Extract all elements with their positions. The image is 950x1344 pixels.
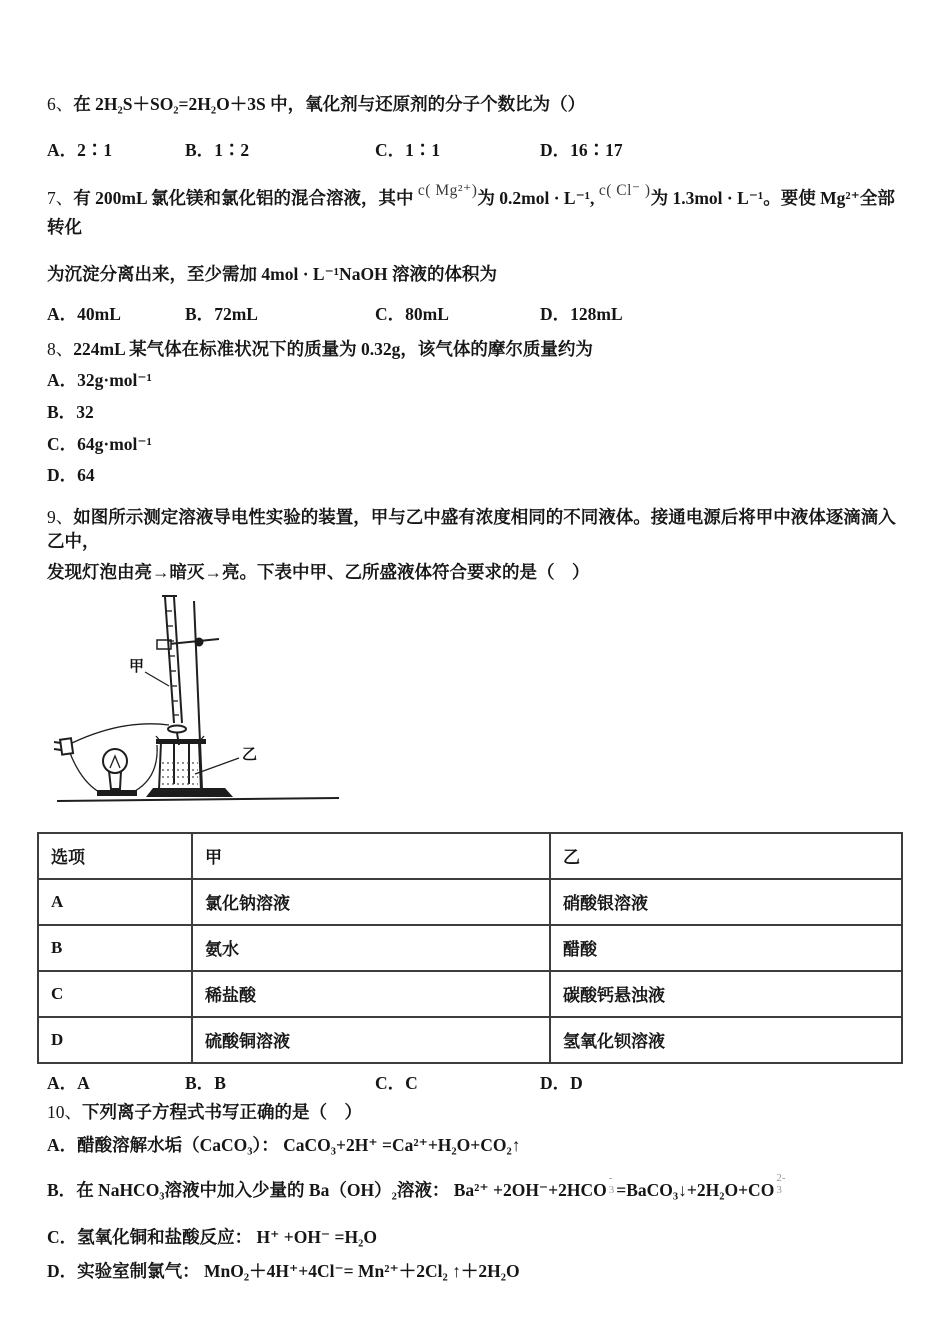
option-b xyxy=(185,137,375,162)
option-b-text: B xyxy=(214,1072,226,1093)
question-9-line1 xyxy=(47,506,903,553)
option-b xyxy=(185,1070,375,1095)
option-b xyxy=(47,1172,903,1204)
beaker xyxy=(159,742,201,790)
question-7-seg3: 为 1.3mol · L⁻¹。要使 Mg²⁺全部转化 xyxy=(47,187,895,238)
option-b-text: 1∶2 xyxy=(214,139,250,160)
plug-prong-top xyxy=(54,742,61,743)
option-a xyxy=(47,369,903,393)
option-c-label: C． xyxy=(47,433,78,454)
question-9-options xyxy=(47,1070,903,1095)
option-a-text: 醋酸溶解水垢（CaCO₃）： CaCO₃+2H⁺ =Ca²⁺+H₂O+CO₂↑ xyxy=(77,1135,521,1156)
option-a-text: 40mL xyxy=(77,303,121,324)
option-b-text: 72mL xyxy=(214,303,258,324)
table-row xyxy=(38,971,902,1017)
co3-ion-stack xyxy=(776,1173,785,1196)
ion-superscript: 2- xyxy=(776,1172,786,1185)
option-d-text: 16∶17 xyxy=(570,139,623,160)
option-c-label: C． xyxy=(375,1072,406,1093)
option-c-text: 氢氧化铜和盐酸反应： H⁺ +OH⁻ =H₂O xyxy=(77,1227,377,1247)
option-c xyxy=(47,433,903,457)
option-d-label: D． xyxy=(47,465,78,486)
row-b-jia: 氨水 xyxy=(192,925,550,971)
burette-right-wall xyxy=(174,597,182,723)
option-c-label: C． xyxy=(375,303,406,324)
table-header-row xyxy=(38,833,902,879)
option-d-text: 实验室制氯气： MnO₂＋4H⁺+4Cl⁻= Mn²⁺＋2Cl₂ ↑＋2H₂O xyxy=(77,1260,520,1281)
option-a xyxy=(47,137,185,162)
option-d-label: D． xyxy=(47,1260,78,1281)
option-a-text: 2∶1 xyxy=(77,139,113,160)
header-option: 选项 xyxy=(38,833,192,879)
option-a xyxy=(47,1134,903,1158)
bench-line xyxy=(57,798,339,801)
electrode-holder xyxy=(156,739,206,744)
question-7-seg1: 有 200mL 氯化镁和氯化铝的混合溶液，其中 xyxy=(73,187,418,208)
row-a-option: A xyxy=(38,879,192,925)
row-c-option: C xyxy=(38,971,192,1017)
bulb-filament xyxy=(110,756,120,768)
option-d xyxy=(47,1260,903,1284)
option-a-text: A xyxy=(77,1072,90,1093)
plug-prong-bottom xyxy=(54,749,61,750)
table-row xyxy=(38,879,902,925)
question-10-stem: 下列离子方程式书写正确的是（ ） xyxy=(82,1101,362,1122)
wire-bulb-to-electrode xyxy=(135,745,157,791)
bulb-base xyxy=(97,790,137,796)
option-b-label: B． xyxy=(185,1072,215,1093)
option-b-label: B． xyxy=(185,139,215,160)
ion-subscript: 3 xyxy=(776,1183,782,1196)
option-c xyxy=(375,1070,540,1095)
wire-plug-to-bulb xyxy=(70,753,99,792)
question-8 xyxy=(47,338,903,488)
row-c-yi: 碳酸钙悬浊液 xyxy=(550,971,902,1017)
option-c xyxy=(375,301,540,326)
question-9-seg1: 如图所示测定溶液导电性实验的装置，甲与乙中盛有浓度相同的不同液体。接通电源后将甲中液体逐滴滴入乙中， xyxy=(47,506,896,551)
row-a-yi: 硝酸银溶液 xyxy=(550,879,902,925)
option-a-text: 32g·mol⁻¹ xyxy=(77,370,152,391)
question-6-text xyxy=(47,93,903,117)
option-d-label: D． xyxy=(540,1072,571,1093)
option-c-text: 80mL xyxy=(405,303,449,324)
jia-leader-line xyxy=(145,672,169,686)
option-b xyxy=(185,301,375,326)
option-d xyxy=(47,464,903,488)
option-d xyxy=(540,137,623,162)
option-d xyxy=(540,1070,583,1095)
option-c-text: 64g·mol⁻¹ xyxy=(77,433,152,454)
question-7-number: 7、 xyxy=(47,187,74,208)
option-a-label: A． xyxy=(47,303,78,324)
question-9-table xyxy=(37,832,903,1064)
row-c-jia: 稀盐酸 xyxy=(192,971,550,1017)
option-a xyxy=(47,301,185,326)
stand-rod xyxy=(194,601,202,789)
table-row xyxy=(38,1017,902,1063)
clamp-knob xyxy=(195,637,204,646)
option-d-text: 128mL xyxy=(570,303,623,324)
option-d xyxy=(540,301,623,326)
ion-subscript: 3 xyxy=(608,1183,615,1196)
diagram-label-jia: 甲 xyxy=(129,658,145,675)
question-10-text xyxy=(47,1101,903,1125)
option-b-mid: =BaCO₃↓+2H₂O+CO xyxy=(616,1180,775,1200)
diagram-label-yi: 乙 xyxy=(242,746,258,763)
question-6 xyxy=(47,93,903,162)
apparatus-svg xyxy=(53,593,353,819)
option-c xyxy=(47,1226,903,1250)
concentration-mg: c( Mg²⁺) xyxy=(417,181,478,199)
row-a-jia: 氯化钠溶液 xyxy=(192,879,550,925)
option-b xyxy=(47,401,903,425)
question-10 xyxy=(47,1101,903,1284)
light-bulb xyxy=(103,749,127,773)
burette-stopcock xyxy=(168,725,186,732)
option-a-label: A． xyxy=(47,1135,78,1156)
question-10-number: 10、 xyxy=(47,1101,82,1122)
option-a-label: A． xyxy=(47,139,78,160)
question-9-number: 9、 xyxy=(47,506,74,527)
option-c-label: C． xyxy=(47,1227,78,1247)
question-9-line2: 发现灯泡由亮→暗灭→亮。下表中甲、乙所盛液体符合要求的是（ ） xyxy=(47,562,590,583)
hco3-ion-stack xyxy=(609,1173,615,1196)
row-d-yi: 氢氧化钡溶液 xyxy=(550,1017,902,1063)
conductivity-apparatus-diagram xyxy=(53,593,903,824)
question-8-number: 8、 xyxy=(47,338,74,359)
power-plug xyxy=(60,738,73,754)
option-a-label: A． xyxy=(47,1072,78,1093)
option-c-text: C xyxy=(405,1072,418,1093)
question-7-seg2: 为 0.2mol · L⁻¹, xyxy=(477,187,599,208)
row-d-jia: 硫酸铜溶液 xyxy=(192,1017,550,1063)
option-d-label: D． xyxy=(540,139,571,160)
question-6-stem: 在 2H₂S＋SO₂=2H₂O＋3S 中，氧化剂与还原剂的分子个数比为（） xyxy=(73,94,586,114)
row-d-option: D xyxy=(38,1017,192,1063)
option-a xyxy=(47,1070,185,1095)
header-yi: 乙 xyxy=(550,833,902,879)
table-row xyxy=(38,925,902,971)
option-c xyxy=(375,137,540,162)
option-c-text: 1∶1 xyxy=(405,139,441,160)
question-6-options xyxy=(47,137,903,162)
question-7-line2: 为沉淀分离出来，至少需加 4mol · L⁻¹NaOH 溶液的体积为 xyxy=(47,264,498,285)
question-7-line1 xyxy=(47,181,903,244)
question-7 xyxy=(47,181,903,326)
option-b-label: B． xyxy=(47,402,77,422)
liquid-in-beaker xyxy=(162,763,198,784)
row-b-yi: 醋酸 xyxy=(550,925,902,971)
question-8-text xyxy=(47,338,903,362)
wire-plug-to-burette-clip xyxy=(72,724,169,743)
option-b-text: 32 xyxy=(76,402,94,422)
option-b-pre: 在 NaHCO₃溶液中加入少量的 Ba（OH）₂溶液： Ba²⁺ +2OH⁻+2HCO xyxy=(76,1180,607,1200)
question-6-number: 6、 xyxy=(47,94,74,114)
concentration-cl: c( Cl⁻ ) xyxy=(598,181,651,199)
ion-superscript: - xyxy=(608,1172,613,1185)
question-7-options xyxy=(47,301,903,326)
option-b-label: B． xyxy=(185,303,215,324)
option-d-text: D xyxy=(570,1072,583,1093)
option-a-label: A． xyxy=(47,370,78,391)
option-d-text: 64 xyxy=(77,465,95,486)
option-c-label: C． xyxy=(375,139,406,160)
burette-left-wall xyxy=(165,597,174,723)
question-9 xyxy=(47,506,903,1095)
option-d-label: D． xyxy=(540,303,571,324)
header-jia: 甲 xyxy=(192,833,550,879)
question-8-stem: 224mL 某气体在标准状况下的质量为 0.32g，该气体的摩尔质量约为 xyxy=(73,338,593,359)
row-b-option: B xyxy=(38,925,192,971)
option-b-label: B． xyxy=(47,1180,77,1200)
